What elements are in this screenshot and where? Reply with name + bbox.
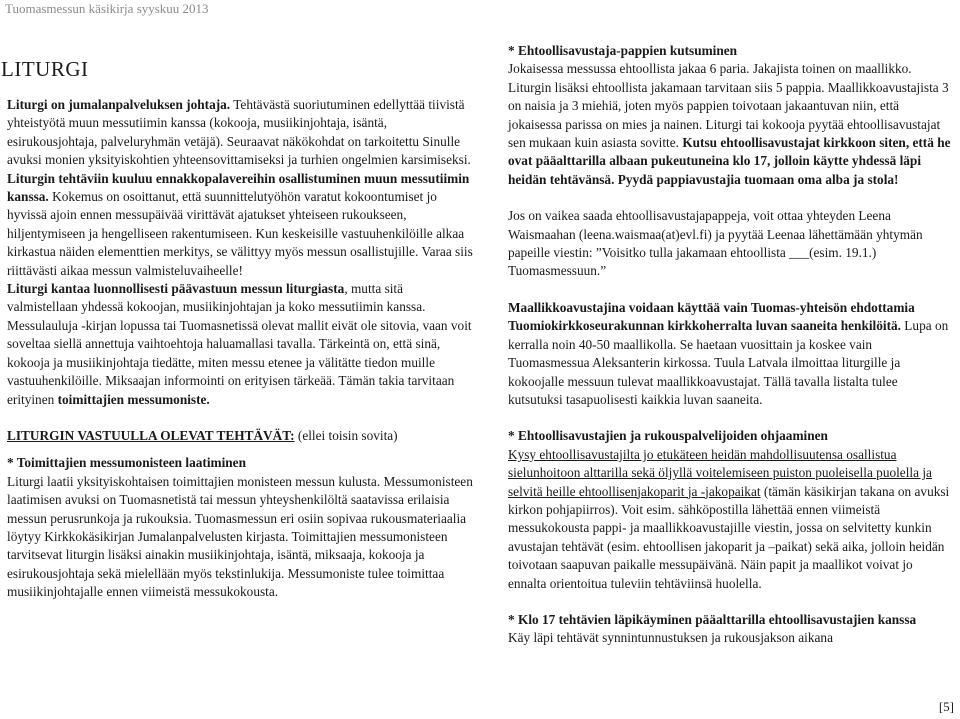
section-heading — [7, 427, 475, 445]
contact-paragraph: Jos on vaikea saada ehtoollisavustajapappeja, voit ottaa yhteyden Leena Waismaahan (leena.waismaa(at)evl.fi) ja pyytää Leenaa lähettämään yhtymän papeille viestin: ”Voisitko tulla jakamaan ehtoollista ___(esim. 19.1.) Tuomasmessuun.” — [508, 208, 923, 279]
guidance-underlined: Kysy ehtoollisavustajilta jo etukäteen heidän mahdollisuutensa osallistua sielunhoitoon alttarilla sekä öljyllä voitelemiseen puiston puoleisella puolella ja selvitä heille ehtoollisenjakoparit ja -jakopaikat — [508, 446, 932, 499]
liturgy-text: , mutta sitä valmistellaan yhdessä kokoojan, musiikinjohtajan ja koko messutiimin kanssa. Messulauluja -kirjan lopussa tai Tuomasnetissä olevat mallit eivät ole sitovia, vaan voit soveltaa siellä annettuja vaihtoehtoja haluamallasi tavalla. Tärkeintä on, että sinä, kokooja ja musiikinjohtaja tiedätte, miten messu etenee ja välitätte tiedon muille vastuuhenkilöille. Miksaajan informointi on erityisen tärkeää. Tämän takia tarvitaan erityinen — [7, 281, 472, 407]
section-heading-title: LITURGIN VASTUULLA OLEVAT TEHTÄVÄT: — [7, 427, 295, 443]
liturgy-paragraph — [7, 280, 475, 409]
task-text-invite-priests — [508, 60, 952, 189]
right-column — [508, 42, 952, 648]
intro-text: Tehtävästä suoriutuminen edellyttää tiivistä yhteistyötä muun messutiimin kanssa (kokooja, musiikinjohtaja, isäntä, esirukousjohtaja, palveluryhmän vetäjä). Seuraavat näkökohdat on tarkoitettu Sinulle avuksi monien yksityiskohtien yhteensovittamiseksi ja turhien ongelmien karsimiseksi. — [7, 97, 471, 168]
task-text-altar-review: Käy läpi tehtävät synnintunnustuksen ja rukousjakson aikana — [508, 630, 833, 646]
task-heading-invite-priests: * Ehtoollisavustaja-pappien kutsuminen — [508, 43, 738, 58]
guidance-text: (tämän käsikirjan takana on avuksi kirkon pohjapiirros). Voit esim. sähköpostilla lähettää ennen viimeistä messukokousta pappi- ja maallikkoavustajille viestin, jossa on selvitetty kunkin avustajan tehtävät (esim. ehtoollisen jakoparit ja –paikat) sekä aika, jolloin heidän toivotaan saapuvan paikalle messupäivänä. Näin papit ja maallikot voivat jo ennalta orientoitua tuleviin tehtäviinsä huolella. — [508, 483, 950, 591]
section-heading-note: (ellei toisin sovita) — [294, 427, 398, 443]
meetings-bold: Liturgin tehtäviin kuuluu ennakkopalavereihin osallistuminen muun messutiimin kanssa. — [7, 170, 470, 205]
task-heading-manuscript: * Toimittajien messumonisteen laatiminen — [7, 455, 246, 471]
task-text-manuscript: Liturgi laatii yksityiskohtaisen toimittajien monisteen messun kulusta. Messumonisteen laatimisen avuksi on Tuomasnetistä tai messun yhteyshenkilöltä saatavissa erilaisia messun perusrunkoja ja rukouksia. Tuomasmessun eri osiin sopivaa rukousmateriaalia löytyy Kirkkokäsikirjan Jumalanpalvelusten kirjasta. Toimittajien messumonisteen tarvitsevat liturgin lisäksi ainakin musiikinjohtaja, isäntä, miksaaja, kokooja ja esirukousjohtaja sekä mielellään myös tekstinlukija. Messumoniste tulee toimittaa musiikinjohtajalle ennen viimeistä messukokousta. — [7, 473, 473, 600]
running-header — [0, 0, 960, 20]
intro-paragraph — [7, 96, 475, 170]
task-heading-altar-review: * Klo 17 tehtävien läpikäyminen pääalttarilla ehtoollisavustajien kanssa — [508, 611, 917, 627]
lay-assistants-paragraph — [508, 299, 952, 409]
lay-assistants-bold: Maallikkoavustajina voidaan käyttää vain Tuomas-yhteisön ehdottamia Tuomiokirkkoseurakunnan kirkkoherralta luvan saaneita henkilöitä. — [508, 299, 915, 334]
liturgy-bold: Liturgi kantaa luonnollisesti päävastuun messun liturgiasta — [7, 281, 345, 297]
liturgy-bold-end: toimittajien messumoniste. — [57, 391, 210, 407]
invite-bold: Kutsu ehtoollisavustajat kirkkoon siten, että he ovat pääalttarilla albaan pukeutuneina klo 17, jolloin käytte yhdessä läpi heidän tehtävänsä. Pyydä pappiavustajia tuomaan oma alba ja stola! — [508, 135, 951, 187]
intro-bold: Liturgi on jumalanpalveluksen johtaja. — [7, 97, 231, 112]
meetings-paragraph — [7, 170, 475, 280]
left-column — [1, 34, 475, 602]
invite-text: Jokaisessa messussa ehtoollista jakaa 6 paria. Jakajista toinen on maallikko. Liturgin lisäksi ehtoollista jakamaan tarvitaan siis 5 pappia. Maallikkoavustajista 3 on naisia ja 3 miehiä, joten myös pappien toivotaan jakaantuvan niin, että jokaisessa parissa on mies ja nainen. Liturgi tai kokooja pyytää ehtoollisavustajat sen mukaan kuin asiasta sovitte. — [508, 61, 949, 151]
page-number: [5] — [938, 699, 954, 714]
task-heading-guidance: * Ehtoollisavustajien ja rukouspalvelijoiden ohjaaminen — [508, 428, 828, 444]
header-text: Tuomasmessun käsikirja syyskuu 2013 — [5, 1, 209, 16]
meetings-text: Kokemus on osoittanut, että suunnittelutyöhön varatut kokoontumiset jo hyvissä ajoin ennen messupäivää virittävät ajatukset yhteiseen rukoukseen, hiljentymiseen ja hengelliseen rakentumiseen. Kun keskeisille vastuuhenkilöille alkaa kirkastua näiden elementtien merkitys, se välittyy myös messun osallistujille. Varaa siis riittävästi aikaa messun valmisteluvaiheelle! — [7, 189, 473, 278]
page-title: LITURGI — [1, 57, 89, 81]
lay-assistants-text: Lupa on kerralla noin 40-50 maallikolla. Se haetaan vuosittain ja koskee vain Tuomasmessua Aleksanterin kirkossa. Tuula Latvala ilmoittaa liturgille ja kokoojalle messuun tulevat maallikkoavustajat. Tällä tavalla listalta tulee kutsutuksi tasapuolisesti kaikkia luvan saaneita. — [508, 318, 949, 407]
task-text-guidance — [508, 446, 952, 593]
